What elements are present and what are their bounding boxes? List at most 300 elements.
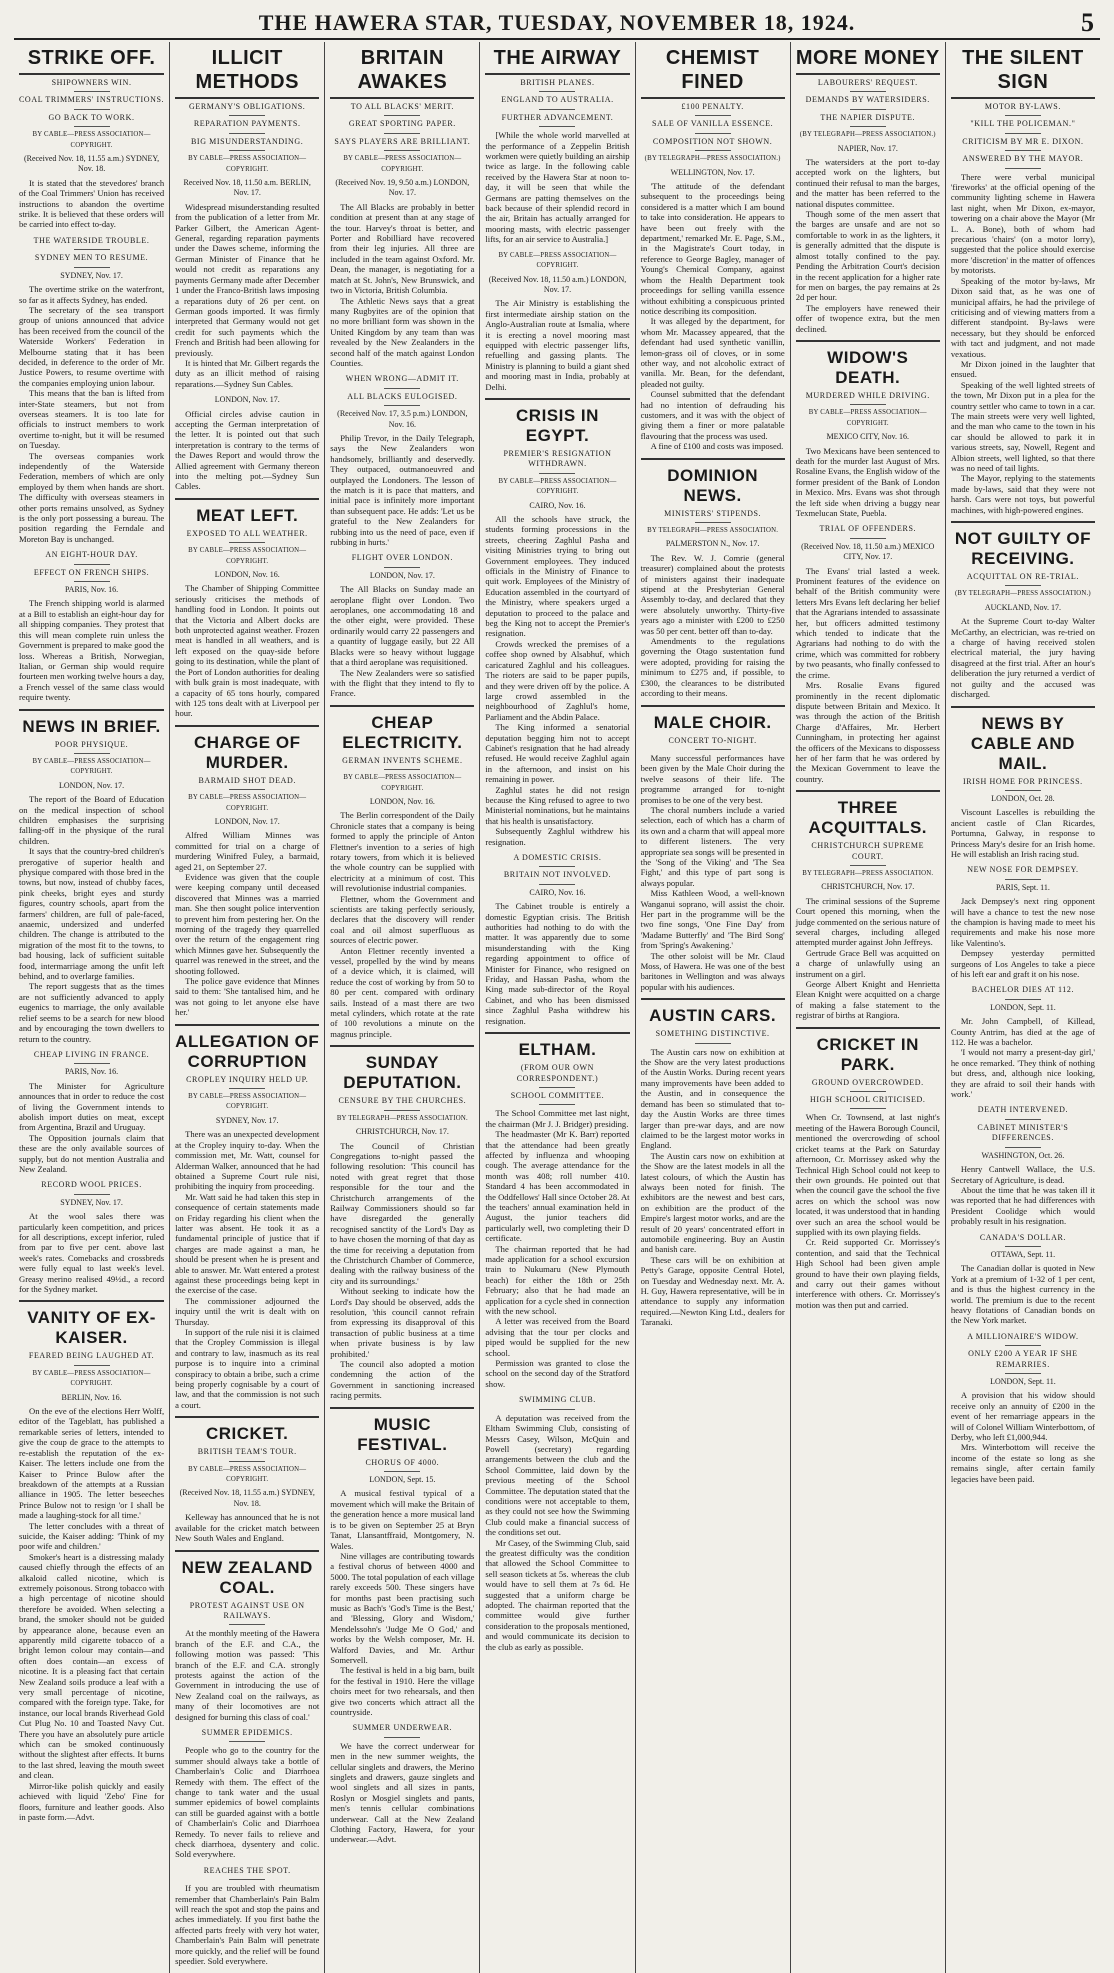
article-paragraph: Philip Trevor, in the Daily Telegraph, says the New Zealanders won handsomely, brilliantly and deservedly. They outpaced, outmanoeuvred and outplayed the Londoners. The lesson of the match is it is pace that matters, and initial pace is infinitely more important than subsequent pace. He adds: 'Let us be grateful to the New Zealanders for rubbing into us the need of pace, even if rubbing in hurts.' xyxy=(330,432,475,548)
article-paragraph: About the time that he was taken ill it was reported that he had differences with President Coolidge which would probably result in his resignation. xyxy=(950,1184,1095,1227)
article-headline: ALLEGATION OF CORRUPTION xyxy=(175,1031,320,1071)
article xyxy=(330,1407,474,1718)
dateline: LONDON, Sept. 11. xyxy=(990,1002,1056,1012)
subheading-rule xyxy=(1005,999,1041,1000)
article-divider xyxy=(641,458,785,460)
subheading-rule xyxy=(229,1741,265,1742)
dateline: Received Nov. 18, 11.50 a.m. BERLIN, Nov. 17. xyxy=(183,178,311,198)
article-subheading: CONCERT TO-NIGHT. xyxy=(668,735,757,745)
article-subheading: GO BACK TO WORK. xyxy=(48,112,135,122)
article xyxy=(19,709,164,1044)
article-paragraph: People who go to the country for the summer should always take a bottle of Chamberlain's Colic and Diarrhoea Remedy with them. The effect of the change to tank water and the usual summer epidemics of bowel complaints can still be guarded against with a bottle of Chamberlain's Colic and Diarrhoea Remedy. To never fails to relieve and check diarrhoea, dysentery and colic. Sold everywhere. xyxy=(175,1745,320,1860)
article xyxy=(951,985,1095,1099)
article-paragraph: Flettner, whom the Government and scientists are taking perfectly seriously, declares that the discovery will render coal and oil almost superfluous as sources of electric power. xyxy=(330,893,475,946)
subheading-rule xyxy=(384,388,420,389)
subheading-rule xyxy=(695,522,731,523)
article-paragraph: When Cr. Townsend, at last night's meeting of the Hawera Borough Council, mentioned the overcrowding of school cricket teams at the Park on Saturday afternoon, Cr. Morrissey asked why the Technical High School could not keep to their own grounds. He pointed out that when the council gave the school the five acres on which the school was now located, it was understood that in handing over such an area the school would be supplied with its own playing fields. xyxy=(795,1112,940,1237)
article-subheading: CHORUS OF 4000. xyxy=(365,1457,440,1467)
article xyxy=(485,251,629,392)
dateline: LONDON, Nov. 17. xyxy=(214,816,280,826)
article-subheading: BRITISH TEAM'S TOUR. xyxy=(197,1447,297,1457)
article-paragraph: The Air Ministry is establishing the first intermediate airship station on the Anglo-Australian route at Ismalia, where it is erecting a novel mooring mast equipped with electric passenger lifts, refuelling and gassing plants. The Ministry is planning to build a giant shed and mooring mast in India, probably at Delhi. xyxy=(485,298,630,392)
press-credit: BY TELEGRAPH—PRESS ASSOCIATION. xyxy=(647,527,779,534)
subheading-rule xyxy=(1005,790,1041,791)
article-paragraph: Alfred William Minnes was committed for trial on a charge of murdering Winifred Fuley, a barmaid, aged 21, on September 27. xyxy=(175,830,320,872)
article-paragraph: Speaking of the motor by-laws, Mr Dixon said that, as he was one of municipal affairs, he had the privilege of criticising and of viewing matters from a different standpoint. By-laws were necessary, but they should be enforced with tact and judgment, and not made vexatious. xyxy=(950,275,1095,359)
article xyxy=(796,524,940,784)
press-credit: BY CABLE—PRESS ASSOCIATION—COPYRIGHT. xyxy=(498,251,617,270)
article-subheading: MINISTERS' STIPENDS. xyxy=(664,508,762,518)
article xyxy=(19,236,164,544)
article-subheading: MURDERED WHILE DRIVING. xyxy=(805,390,930,400)
article-divider xyxy=(796,790,940,792)
article xyxy=(641,705,785,993)
article-subheading: SALE OF VANILLA ESSENCE. xyxy=(652,119,774,129)
subheading-rule xyxy=(74,91,110,92)
article-divider xyxy=(175,1416,319,1418)
subheading-rule xyxy=(229,1624,265,1625)
article-paragraph: Mrs. Rosalie Evans figured prominently in the recent diplomatic dispute between Britain and Mexico. It was through the action of the British Charge d'Affaires, Mr. Herbert Cunningham, in protecting her against the officers of the Mexicans to dispossess her of her farm that he was ordered by the Mexican Government to leave the country. xyxy=(795,680,940,784)
article-paragraph: A musical festival typical of a movement which will make the Britain of the generation hence a more musical land is to be given on September 25 at Bryn Tanat, Llansantffraid, Montgomery, N. Wales. xyxy=(330,1488,475,1551)
article-paragraph: The employers have renewed their offer of twopence extra, but the men declined. xyxy=(795,302,940,334)
article-paragraph: All the schools have struck, the students forming processions in the streets, cheering Zaghlul Pasha and visiting Ministries trying to bring out Government employees. They induced officials in the Ministry of Finance to quit work. Employees of the Ministry of Education assembled in the courtyard of the Ministry, where speakers urged a deputation to proceed to the palace and beg the King not to accept the Premier's resignation. xyxy=(485,514,630,639)
subheading-rule xyxy=(229,542,265,543)
article-paragraph: Dempsey yesterday permitted surgeons of Los Angeles to take a piece of his left ear and graft it on his nose. xyxy=(950,948,1095,979)
press-credit: (BY TELEGRAPH—PRESS ASSOCIATION.) xyxy=(799,131,936,139)
subheading-rule xyxy=(384,769,420,770)
article xyxy=(951,1105,1095,1226)
subheading-rule xyxy=(695,115,731,116)
article-subheading: BIG MISUNDERSTANDING. xyxy=(191,136,304,146)
article-headline: MUSIC FESTIVAL. xyxy=(357,1414,448,1454)
article-subheading: EXPOSED TO ALL WEATHER. xyxy=(186,528,308,538)
article-paragraph: Kelleway has announced that he is not available for the cricket match between New South Wales and England. xyxy=(175,1512,320,1544)
article xyxy=(951,865,1095,979)
article-paragraph: The council also adopted a motion condemning the action of the Government in sanctioning increased racing permits. xyxy=(330,1359,475,1401)
column xyxy=(14,42,169,1973)
subheading-rule xyxy=(850,404,886,405)
article-headline: NEW ZEALAND COAL. xyxy=(181,1557,313,1597)
article-headline: STRIKE OFF. xyxy=(19,46,164,75)
article-paragraph: The headmaster (Mr K. Barr) reported that the attendance had been greatly affected by influenza and whooping cough. The average attendance for the month was 408; roll number 410. Standard 4 has been accommodated in the Oddfellows' Hall since October 28. At the teachers' annual examination held in August, the junior teachers did particularly well, two completing their D certificate. xyxy=(485,1129,630,1244)
article-paragraph: The Cabinet trouble is entirely a domestic Egyptian crisis. The British authorities had nothing to do with the matter. It was apparently due to some misunderstanding with the King regarding appointment to office of Minister for Finance, who resigned on Friday, and Hassan Pasha, whom the King made sub-director of the Royal Cabinet, and who has been dismissed since Zaghlul Pasha withdrew his resignation. xyxy=(485,901,630,1026)
article-subheading: IRISH HOME FOR PRINCESS. xyxy=(963,776,1083,786)
subheading-rule xyxy=(539,866,575,867)
press-credit: BY TELEGRAPH—PRESS ASSOCIATION. xyxy=(802,869,934,877)
article-subheading: CHRISTCHURCH SUPREME COURT. xyxy=(811,841,925,861)
article xyxy=(796,46,940,334)
dateline: MEXICO CITY, Nov. 16. xyxy=(826,432,909,442)
column xyxy=(790,42,945,1973)
article-subheading: POOR PHYSIQUE. xyxy=(54,739,129,749)
subheading-rule xyxy=(1005,1345,1041,1346)
article xyxy=(175,1866,319,1967)
article-paragraph: The report of the Board of Education on the medical inspection of school children emphasises the surprising falling-off in the physique of the rural children. xyxy=(19,794,165,846)
article-subheading: FLIGHT OVER LONDON. xyxy=(351,553,453,563)
dateline: LONDON, Nov. 17. xyxy=(59,780,125,790)
article-paragraph: Mr Dixon joined in the laughter that ensued. xyxy=(950,358,1095,380)
article-paragraph: There were verbal municipal 'fireworks' at the official opening of the community lighting scheme in Hawera last night, when Mr Dixon, ex-mayor, towering on a chair above the Mayor (Mr L. A. Bone), both of whom had precarious 'chairs' (on a motor lorry), suggested that the police should exercise more 'discretion' in the matter of offences by motorists. xyxy=(950,171,1095,276)
article-headline: CHARGE OF MURDER. xyxy=(193,732,301,772)
article-headline: MALE CHOIR. xyxy=(653,712,772,732)
article-headline: ELTHAM. xyxy=(518,1040,597,1060)
press-credit: BY CABLE—PRESS ASSOCIATION—COPYRIGHT. xyxy=(808,409,927,427)
subheading-rule xyxy=(74,581,110,582)
article-headline: THE AIRWAY xyxy=(485,46,629,75)
article-paragraph: Anton Flettner recently invented a vessel, propelled by the wind by means of a device which, it is claimed, will reduce the cost of working by from 50 to 80 per cent. compared with ordinary sails. Instead of a mast there are two metal cylinders, which rotate at the rate of 100 revolutions a minute on the magnus principle. xyxy=(330,945,475,1039)
subheading-rule xyxy=(1005,1147,1041,1148)
article xyxy=(485,1395,629,1652)
dateline: CAIRO, Nov. 16. xyxy=(529,887,586,897)
article xyxy=(175,1416,319,1543)
article-subheading: THE NAPIER DISPUTE. xyxy=(820,112,916,122)
article-paragraph: Without seeking to indicate how the Lord's Day should be observed, adds the resolution, 'this council cannot refrain from expressing its disapproval of this transaction of public business at a time when private business is by law prohibited.' xyxy=(330,1286,475,1359)
article xyxy=(951,46,1095,515)
article-subheading: A DOMESTIC CRISIS. xyxy=(513,853,602,862)
article-headline: VANITY OF EX-KAISER. xyxy=(27,1308,156,1348)
press-credit: BY CABLE—PRESS ASSOCIATION—COPYRIGHT. xyxy=(188,547,307,565)
subheading-rule xyxy=(850,538,886,539)
article-subheading: BARMAID SHOT DEAD. xyxy=(198,775,296,785)
article-subheading: CANADA'S DOLLAR. xyxy=(979,1232,1066,1242)
article-subheading: BRITAIN NOT INVOLVED. xyxy=(503,870,612,880)
subheading-rule xyxy=(1005,1373,1041,1374)
article-paragraph: Nine villages are contributing towards a festival chorus of between 4000 and 5000. The total population of each village rarely exceeds 500. These singers have for months past been practising such music as Bach's 'God's Time is the Best,' and 'Blessing, Glory and Wisdom,' Mendelssohn's 'Judge Me O God,' and works by the Welsh composer, Mr. H. Walford Davies, and Mr. Arthur Somervell. xyxy=(330,1550,475,1665)
article-subheading: ANSWERED BY THE MAYOR. xyxy=(962,154,1084,164)
article-paragraph: The Berlin correspondent of the Daily Chronicle states that a company is being formed to apply the principle of Anton Flettner's invention to a series of high rotary towers, from which it is believed the whole country can be supplied with electricity at a minimum of cost. This will revolutionise industrial companies. xyxy=(330,810,475,894)
subheading-rule xyxy=(229,1088,265,1089)
article xyxy=(175,725,319,1018)
article-subheading: GERMANY'S OBLIGATIONS. xyxy=(188,102,306,111)
dateline: WELLINGTON, Nov. 17. xyxy=(670,167,755,177)
article-subheading: GREAT SPORTING PAPER. xyxy=(348,119,456,129)
article-headline: MORE MONEY xyxy=(796,46,940,75)
column xyxy=(479,42,634,1973)
press-credit: BY CABLE—PRESS ASSOCIATION—COPYRIGHT. xyxy=(498,477,617,496)
article-subheading: PROTEST AGAINST USE ON RAILWAYS. xyxy=(189,1600,305,1620)
article-paragraph: Mr. Watt said he had taken this step in consequence of certain statements made on Friday regarding his client when the latter was absent. He took it as a fundamental principle of justice that if charges are made against a man, he should be present when he is present and able to answer. Mr. Watt entered a protest against these proceedings being kept in the exercise of the case. xyxy=(175,1191,320,1296)
dateline: PALMERSTON N., Nov. 17. xyxy=(665,539,760,549)
article-paragraph: The festival is held in a big barn, built for the festival in 1910. Here the village choirs meet for two rehearsals, and then give two concerts which attract all the countryside. xyxy=(330,1665,475,1717)
article-headline: THREE ACQUITTALS. xyxy=(808,798,928,838)
dateline: PARIS, Sept. 11. xyxy=(995,882,1050,892)
article-paragraph: The chairman reported that he had made application for a school excursion train to Nukumaru (New Plymouth beach) for either the 18th or 25th February; also that he had made an application for a cycle shed in connection with the new school. xyxy=(485,1243,630,1317)
article-paragraph: 'I would not marry a present-day girl,' he once remarked. 'They think of nothing but dress, and, although nice looking, they are afraid to soil their hands with work.' xyxy=(950,1047,1095,1100)
article-paragraph: The Canadian dollar is quoted in New York at a premium of 1-32 of 1 per cent, and is thus the highest currency in the world. The premium is due to the recent heavy flotations of Canadian bonds on the New York market. xyxy=(950,1263,1095,1326)
article-paragraph: The criminal sessions of the Supreme Court opened this morning, when the judge commented on the serious nature of several charges, including alleged attempted murder against John Jeffreys. xyxy=(795,895,940,948)
article-paragraph: Miss Kathleen Wood, a well-known Wanganui soprano, will assist the choir. Her part in the programme will be the two fine songs, 'One Fine Day' from 'Madame Butterfly' and 'The Bird Song' from 'Spring's Awakening.' xyxy=(640,888,785,951)
press-credit: BY CABLE—PRESS ASSOCIATION—COPYRIGHT. xyxy=(188,155,307,173)
article-paragraph: There was an unexpected development at the Cropley inquiry to-day. When the commission met, Mr. Watt, counsel for Alderman Walker, announced that he had obtained a Supreme Court rule nisi, prohibiting the inquiry from proceeding. xyxy=(175,1129,320,1192)
article-headline: AUSTIN CARS. xyxy=(649,1006,777,1026)
article-paragraph: The other soloist will be Mr. Claud Moss, of Hawera. He was one of the best baritones in Wellington and was always popular with his audiences. xyxy=(640,950,785,992)
subheading-rule xyxy=(229,1461,265,1462)
article xyxy=(641,46,785,452)
press-credit: BY TELEGRAPH—PRESS ASSOCIATION. xyxy=(336,1114,468,1122)
subheading-rule xyxy=(1005,1119,1041,1120)
subheading-rule xyxy=(539,126,575,127)
article-paragraph: The Chamber of Shipping Committee seriously criticises the methods of handling food in London. It points out that the Victoria and Albert docks are both unprotected against weather. Frozen meat is handled in all weathers, and is left exposed on the quay-side before going to its destination, while the plant of the Port of London authorities for dealing with bulk grain is most inadequate, with a capacity of 65 tons hourly, compared with 125 tons dealt with at Liverpool per hour. xyxy=(175,583,320,719)
article-paragraph: The commissioner adjourned the inquiry until the writ is dealt with on Thursday. xyxy=(175,1295,320,1327)
article-paragraph: The Opposition journals claim that these are the only available sources of supply, but do not mention Australia and New Zealand. xyxy=(19,1132,165,1174)
article-subheading: ALL BLACKS EULOGISED. xyxy=(347,391,458,401)
subheading-rule xyxy=(74,267,110,268)
column xyxy=(169,42,324,1973)
article xyxy=(796,340,940,518)
article-subheading: SOMETHING DISTINCTIVE. xyxy=(655,1029,770,1039)
article-paragraph: The All Blacks on Sunday made an aeroplane flight over London. Two aeroplanes, one accommodating 18 and the other eight, were provided. These ordinarily would carry 22 passengers and a quantity of luggage easily, but 22 All Blacks were so heavy without luggage that a third aeroplane was requisitioned. xyxy=(330,584,475,668)
article-paragraph: The Austin cars now on exhibition at the Show are the latest models in all the latest colours, of which the Austin has always been noted for finish. The exhibitors are the newest and best cars, on exhibition are the product of the Empire's largest motor works, and are the result of 20 years' concentrated effort in automobile engineering. Buy an Austin and banish care. xyxy=(640,1150,785,1255)
article-divider xyxy=(485,1032,629,1034)
article-paragraph: Mirror-like polish quickly and easily achieved with liquid 'Zebo' Fine for floors, furniture and leather goods. Also in paste form.—Advt. xyxy=(19,1780,165,1822)
dateline: LONDON, Nov. 17. xyxy=(369,570,435,580)
article-paragraph: This means that the ban is lifted from inter-State steamers, but not from overseas steamers. It is too late for officials to instruct members to work overtime to-night, but it will be resumed on Tuesday. xyxy=(19,388,165,451)
article-paragraph: We have the correct underwear for men in the new summer weights, the cellular singlets and drawers, the Merino singlets and drawers, gauze singlets and wool singlets and all sizes in pants, Roslyn or Mosgiel singlets and pants, men's tennis cellular combinations underwear. Call at the New Zealand Clothing Factory, Hawera, for your underwear.—Advt. xyxy=(330,1740,475,1845)
article-headline: NEWS BY CABLE AND MAIL. xyxy=(970,713,1075,773)
press-credit: BY CABLE—PRESS ASSOCIATION—COPYRIGHT. xyxy=(32,757,151,776)
subheading-rule xyxy=(695,749,731,750)
press-credit: (BY TELEGRAPH—PRESS ASSOCIATION.) xyxy=(954,590,1091,598)
article xyxy=(485,398,629,847)
article-paragraph: The overtime strike on the waterfront, so far as it affects Sydney, has ended. xyxy=(19,284,165,305)
subheading-rule xyxy=(539,473,575,474)
subheading-rule xyxy=(384,567,420,568)
subheading-rule xyxy=(850,91,886,92)
article-subheading: "KILL THE POLICEMAN." xyxy=(970,119,1076,129)
dateline: PARIS, Nov. 16. xyxy=(64,1067,119,1077)
article-headline: WIDOW'S DEATH. xyxy=(827,347,909,387)
subheading-rule xyxy=(229,115,265,116)
article-subheading: COMPOSITION NOT SHOWN. xyxy=(652,136,773,146)
article-subheading: NEW NOSE FOR DEMPSEY. xyxy=(967,865,1079,875)
article-subheading: SCHOOL COMMITTEE. xyxy=(510,1090,605,1100)
subheading-rule xyxy=(850,126,886,127)
subheading-rule xyxy=(74,126,110,127)
subheading-rule xyxy=(695,150,731,151)
subheading-rule xyxy=(695,133,731,134)
article-subheading: REACHES THE SPOT. xyxy=(203,1865,291,1875)
article-paragraph: [While the whole world marvelled at the performance of a Zeppelin British workmen were quietly building an airship twice as large. In the following cable received by the Hawera Star at noon to-day, it will be seen that while the Germans are patting themselves on the back because of their splendid record in the air, Britain has actually arranged for mooring masts, with electric passenger lifts, for an air service to Australia.] xyxy=(485,130,630,245)
article-paragraph: It is stated that the stevedores' branch of the Coal Trimmers' Union has received instructions to abandon the overtime strike. It is believed that these orders will be carried into effect to-day. xyxy=(19,177,165,230)
article-subheading: CABINET MINISTER'S DIFFERENCES. xyxy=(977,1122,1069,1143)
dateline: SYDNEY, Nov. 17. xyxy=(215,1115,279,1125)
article-divider xyxy=(330,1407,474,1409)
dateline: LONDON, Sept. 15. xyxy=(369,1475,436,1485)
article-paragraph: Evidence was given that the couple were keeping company until deceased discovered that Minnes was a married man. She then sought police intervention to prevent him from pestering her. On the morning of the tragedy they quarrelled over the return of the engagement ring which Minnes gave her. Subsequently the quarrel was renewed in the street, and the shooting followed. xyxy=(175,871,320,976)
article xyxy=(951,1332,1095,1484)
article-headline: NEWS IN BRIEF. xyxy=(22,716,161,736)
subheading-rule xyxy=(539,91,575,92)
article xyxy=(951,706,1095,860)
subheading-rule xyxy=(74,753,110,754)
column xyxy=(635,42,790,1973)
article-paragraph: Viscount Lascelles is rebuilding the ancient castle of Clan Ricardes, Portumna, Galway, in response to Princess Mary's desire for an Irish home. He will establish an Irish racing stud. xyxy=(950,807,1095,859)
article-paragraph: It says that the country-bred children's prerogative of superior health and physique compared with those bred in the towns, but now, instead of chubby faces, pink cheeks, bright eyes and sturdy figures, country schools, apart from the farmers' children, are full of pale-faced, anaemic, undersized and underfed children. The change is attributed to the migration of the most fit to the towns, to bad housing, lack of sufficient suitable food, intermarriage among the unfit left behind, and to overlarge families. xyxy=(19,846,165,982)
article-paragraph: The report suggests that as the times are not sufficiently advanced to apply eugenics to marriage, the only available relief seems to be a search for new blood and by encouraging the town dwellers to return to the country. xyxy=(19,981,165,1044)
article-paragraph: Henry Cantwell Wallace, the U.S. Secretary of Agriculture, is dead. xyxy=(950,1164,1095,1185)
article xyxy=(641,998,785,1327)
subheading-rule xyxy=(539,109,575,110)
subheading-rule xyxy=(695,1043,731,1044)
subheading-rule xyxy=(74,1194,110,1195)
article-divider xyxy=(641,998,785,1000)
article-divider xyxy=(330,1045,474,1047)
dateline: SYDNEY, Nov. 17. xyxy=(60,270,123,280)
article xyxy=(19,550,164,702)
article xyxy=(330,705,474,1040)
article xyxy=(330,1723,474,1844)
dateline: (Received Nov. 17, 3.5 p.m.) LONDON, Nov. 16. xyxy=(337,409,468,429)
article-paragraph: Cr. Reid supported Cr. Morrissey's contention, and said that the Technical High School had been given ample ground to have their own playing fields, and carry out their games without interference with others. Cr. Morrissey's motion was then put and carried. xyxy=(795,1237,940,1310)
article-divider xyxy=(951,521,1095,523)
article-paragraph: The choral numbers include a varied selection, each of which has a charm of its own and a charm that will appeal more to different listeners. The very appropriate sea songs will be presented in the 'Song of the Viking' and 'The Sea Fight,' and this type of part song is always popular. xyxy=(640,804,785,888)
subheading-rule xyxy=(74,1365,110,1366)
article-paragraph: It was alleged by the department, for whom Mr. Macassey appeared, that the defendant had used synthetic vanillin, lemon-grass oil of cloves, or in some other way, and not alcoholic extract of vanilla. Mr. Bean, for the defendant, pleaded not guilty. xyxy=(640,316,785,389)
dateline: LONDON, Oct. 28. xyxy=(991,793,1055,803)
article-subheading: £100 PENALTY. xyxy=(681,102,744,111)
article xyxy=(175,1728,319,1860)
article-paragraph: Two Mexicans have been sentenced to death for the murder last August of Mrs. Rosaline Evans, the English widow of the former president of the Bank of London in Mexico. Mrs. Evans was shot through the left side when driving a buggy near Texmelucan State, Puebla. xyxy=(795,445,940,518)
article-paragraph: Smoker's heart is a distressing malady caused chiefly through the effects of an alkaloid called nicotine, which is extremely poisonous. Strong tobacco with a high percentage of nicotine should therefore be avoided. When selecting a brand, the smoker should not be guided by appearance alone, because even an apparently mild cigarette tobacco of a bright lemon colour may contain—and often does contain—an excess of nicotine. It is a pleasing fact that certain New Zealand soils produce a leaf with a very small percentage of nicotine, compared with the foreign type. Take, for instance, our local brands Riverhead Gold Cut Plug No. 10 and Toasted Navy Cut. There you have an absolutely pure article which can be smoked continuously without the slightest after effects. It burns to the last shred, leaving the mouth sweet and clean. xyxy=(19,1551,165,1781)
article-paragraph: The secretary of the sea transport group of unions announced that advice has been received from the council of the Waterside Workers' Federation in Melbourne stating that it has been decided, in deference to the order of Mr. Justice Powers, to resume overtime with the companies employing union labour. xyxy=(19,304,165,388)
press-credit: BY CABLE—PRESS ASSOCIATION—COPYRIGHT. xyxy=(188,794,307,812)
article-paragraph: Official circles advise caution in accepting the German interpretation of the letter. It is pointed out that such interpretation is contrary to the terms of the Dawes Report and would throw the Allied agreement with Germany thereon into the melting pot.—Sydney Sun Cables. xyxy=(175,408,320,492)
dateline: LONDON, Nov. 16. xyxy=(369,796,435,806)
subheading-rule xyxy=(539,1409,575,1410)
article-paragraph: Subsequently Zaghlul withdrew his resignation. xyxy=(485,826,630,847)
article-headline: DOMINION NEWS. xyxy=(667,465,759,505)
article xyxy=(641,458,785,699)
article xyxy=(175,395,319,492)
subheading-rule xyxy=(74,1063,110,1064)
article-subheading: BACHELOR DIES AT 112. xyxy=(971,985,1075,995)
subheading-rule xyxy=(384,1471,420,1472)
article-paragraph: Mr. John Campbell, of Killead, County Antrim, has died at the age of 112. He was a bachelor. xyxy=(950,1016,1095,1048)
subheading-rule xyxy=(1005,1246,1041,1247)
article-subheading: CENSURE BY THE CHURCHES. xyxy=(338,1096,467,1106)
article xyxy=(330,1045,474,1400)
article-paragraph: The Austin cars now on exhibition at the Show are the very latest productions of the Austin Works. During recent years many improvements have been added to the Austin, and in consequence the demand has been so stimulated that to-day the Austin Works are three times larger than pre-war days, and are now claimed to be the largest motor works in England. xyxy=(640,1046,785,1151)
article-paragraph: The Athletic News says that a great many Rugbyites are of the opinion that no more brilliant form was shown in the United Kingdom by any team than was revealed by the New Zealanders in the second half of the match against London Counties. xyxy=(330,295,475,368)
article-subheading: TO ALL BLACKS' MERIT. xyxy=(350,102,454,111)
article-paragraph: At the wool sales there was particularly keen competition, and prices for all descriptions, except inferior, ruled from par to five per cent. above last week's rates. Comebacks and crossbreds were fully equal to last week's level. Greasy merino realised 49½d., a record for the Sydney market. xyxy=(19,1211,165,1295)
article xyxy=(19,1050,164,1174)
article-divider xyxy=(19,709,164,711)
article-paragraph: Counsel submitted that the defendant had no intention of defrauding his customers, and it was with the object of giving them a finer or more palatable flavouring that the process was used. xyxy=(640,389,785,441)
article-paragraph: In support of the rule nisi it is claimed that the Cropley Commission is illegal and contrary to law, inasmuch as its real purpose is to inquire into a criminal conspiracy to obtain a bribe, such a crime being properly cognisable by a court of law, and that the commission is not such a court. xyxy=(175,1327,320,1410)
article-paragraph: The letter concludes with a threat of suicide, the Kaiser adding: 'Think of my poor wife and children.' xyxy=(19,1520,165,1552)
article-subheading: CRITICISM BY MR E. DIXON. xyxy=(962,136,1084,146)
subheading-rule xyxy=(384,115,420,116)
article-paragraph: Many successful performances have been given by the Male Choir during the twelve seasons of their life. The programme arranged for to-night promises to be one of the very best. xyxy=(640,752,785,805)
dateline: (Received Nov. 18, 11.50 a.m.) MEXICO CITY, Nov. 17. xyxy=(801,541,935,562)
subheading-rule xyxy=(384,150,420,151)
article-headline: BRITAIN AWAKES xyxy=(330,46,474,99)
article-paragraph: A deputation was received from the Eltham Swimming Club, consisting of Messrs Casey, Wilson, McQuin and Powell (secretary) regarding arrangements between the club and the School Committee, laid down by the previous meeting of the School Committee. The deputation stated that the conditions were not acceptable to them, as they could not see how the Swimming Club could make a financial success of the conditions set out. xyxy=(485,1412,630,1538)
article-subheading: FEARED BEING LAUGHED AT. xyxy=(28,1351,155,1361)
article-paragraph: Mrs. Winterbottom will receive the income of the estate so long as she remains single, after certain family legacies have been paid. xyxy=(950,1442,1095,1484)
subheading-rule xyxy=(850,1108,886,1109)
article-subheading: GERMAN INVENTS SCHEME. xyxy=(342,755,463,765)
dateline: LONDON, Nov. 17. xyxy=(214,395,280,405)
subheading-rule xyxy=(229,150,265,151)
article-subheading: CROPLEY INQUIRY HELD UP. xyxy=(186,1074,309,1084)
dateline: OTTAWA, Sept. 11. xyxy=(990,1249,1056,1259)
article-paragraph: At the Supreme Court to-day Walter McCarthy, an electrician, was re-tried on a charge of having received stolen electrical material, the jury having disagreed at the first trial. After an hour's deliberation the jury returned a verdict of not guilty and the accused was discharged. xyxy=(950,616,1095,700)
subheading-rule xyxy=(229,1879,265,1880)
masthead xyxy=(14,8,1100,40)
article-paragraph: The overseas companies work independently of the Waterside Federation, members of which are only employed by them when hands are short. The difficulty with overseas steamers in other ports remains unsolved, as Sydney is the only port possessing a bureau. The position regarding the Ferndale and Moreton Bay is unchanged. xyxy=(19,450,165,544)
article-subheading: SHIPOWNERS WIN. xyxy=(51,78,132,87)
article-divider xyxy=(485,398,629,400)
article-headline: CRICKET. xyxy=(206,1424,289,1444)
press-credit: BY CABLE—PRESS ASSOCIATION—COPYRIGHT. xyxy=(188,1093,307,1111)
article-divider xyxy=(330,705,474,707)
article-paragraph: If you are troubled with rheumatism remember that Chamberlain's Pain Balm will reach the spot and stop the pains and aches immediately. If you first bathe the affected parts freely with very hot water, Chamberlain's Pain Balm will penetrate more quickly, and the relief will be found speedier. Sold everywhere. xyxy=(175,1883,320,1967)
article-paragraph: Speaking of the well lighted streets of the town, Mr Dixon put in a plea for the country settler who came to town in a car. The main streets were very well lighted, and the man who came to the town in his car should be allowed to park it in various streets, say, Nowell, Regent and Albion streets, well lighted, so that there was no need of tail lights. xyxy=(950,379,1095,473)
article-headline: CRICKET IN PARK. xyxy=(816,1034,919,1074)
article-paragraph: The All Blacks are probably in better condition at present than at any stage of the tour. Harvey's throat is better, and Porter and Robilliard have recovered from their leg injuries. All three are included in the team against Oxford. Mr. Dean, the manager, is negotiating for a match at St. John's, New Brunswick, and two in Victoria, British Columbia. xyxy=(330,201,475,296)
subheading-rule xyxy=(1005,879,1041,880)
article-paragraph: Permission was granted to close the school on the second day of the Stratford show. xyxy=(485,1358,630,1389)
subheading-rule xyxy=(384,1737,420,1738)
article-headline: CHEMIST FINED xyxy=(641,46,785,99)
article-paragraph: A provision that his widow should receive only an annuity of £200 in the event of her remarriage appears in the will of Colonel William Winterbottom, of Derby, who left £1,000,944. xyxy=(950,1390,1095,1443)
article-headline: CHEAP ELECTRICITY. xyxy=(342,712,463,752)
article-subheading: SWIMMING CLUB. xyxy=(519,1395,596,1405)
article-paragraph: It is hinted that Mr. Gilbert regards the duty as an illicit method of raising reparations.—Sydney Sun Cables. xyxy=(175,357,320,389)
article-headline: THE SILENT SIGN xyxy=(951,46,1095,99)
article xyxy=(175,498,319,719)
article-subheading: DEATH INTERVENED. xyxy=(977,1105,1069,1115)
article-subheading: LABOURERS' REQUEST. xyxy=(817,78,918,87)
dateline: (Received Nov. 18, 11.55 a.m.) SYDNEY, Nov. 18. xyxy=(23,154,160,174)
article-paragraph: A fine of £100 and costs was imposed. xyxy=(650,441,784,452)
subheading-rule xyxy=(850,1091,886,1092)
article-headline: CRISIS IN EGYPT. xyxy=(516,405,599,445)
article-divider xyxy=(175,1550,319,1552)
article-paragraph: The New Zealanders were so satisfied with the flight that they intend to fly to France. xyxy=(330,667,475,699)
subheading-rule xyxy=(1005,168,1041,169)
page-number: 5 xyxy=(1081,8,1094,37)
article-paragraph: The police gave evidence that Minnes said to them: 'She tantalised him, and he was not going to let anyone else have her.' xyxy=(175,976,320,1018)
article-paragraph: The watersiders at the port to-day accepted work on the lighters, but continued their refusal to man the barges, and the matter has been referred to the national disputes committee. xyxy=(795,157,940,209)
subheading-rule xyxy=(539,1087,575,1088)
press-credit: BY CABLE—PRESS ASSOCIATION—COPYRIGHT. xyxy=(188,1465,307,1484)
article-headline: SUNDAY DEPUTATION. xyxy=(343,1053,462,1093)
article-subheading: ACQUITTAL ON RE-TRIAL. xyxy=(966,572,1079,582)
article-subheading: EFFECT ON FRENCH SHIPS. xyxy=(33,567,150,577)
subheading-rule xyxy=(384,133,420,134)
dateline: NAPIER, Nov. 17. xyxy=(837,143,898,153)
article-subheading: SYDNEY MEN TO RESUME. xyxy=(34,253,149,263)
article-paragraph: A letter was received from the Board advising that the tour per clocks and piped would be supplied for the new school. xyxy=(485,1316,630,1358)
article-divider xyxy=(796,340,940,342)
article-divider xyxy=(19,1300,164,1302)
article-paragraph: At the monthly meeting of the Hawera branch of the E.F. and C.A., the following motion was passed: 'This branch of the E.F. and C.A. strongly protests against the action of the Government in introducing the use of New Zealand coal on the railways, as many of their locomotives are not designed for burning this class of coal.' xyxy=(175,1628,320,1722)
subheading-rule xyxy=(539,884,575,885)
article xyxy=(175,46,319,389)
subheading-rule xyxy=(384,405,420,406)
article-subheading: ENGLAND TO AUSTRALIA. xyxy=(501,95,614,105)
dateline: LONDON, Sept. 11. xyxy=(990,1377,1056,1386)
subheading-rule xyxy=(1005,133,1041,134)
dateline: CHRISTCHURCH, Nov. 17. xyxy=(355,1127,449,1137)
article-subheading: REPARATION PAYMENTS. xyxy=(193,119,301,129)
article-subheading: BRITISH PLANES. xyxy=(520,78,595,87)
press-credit: BY CABLE—PRESS ASSOCIATION—COPYRIGHT. xyxy=(343,774,462,792)
article xyxy=(175,1550,319,1722)
